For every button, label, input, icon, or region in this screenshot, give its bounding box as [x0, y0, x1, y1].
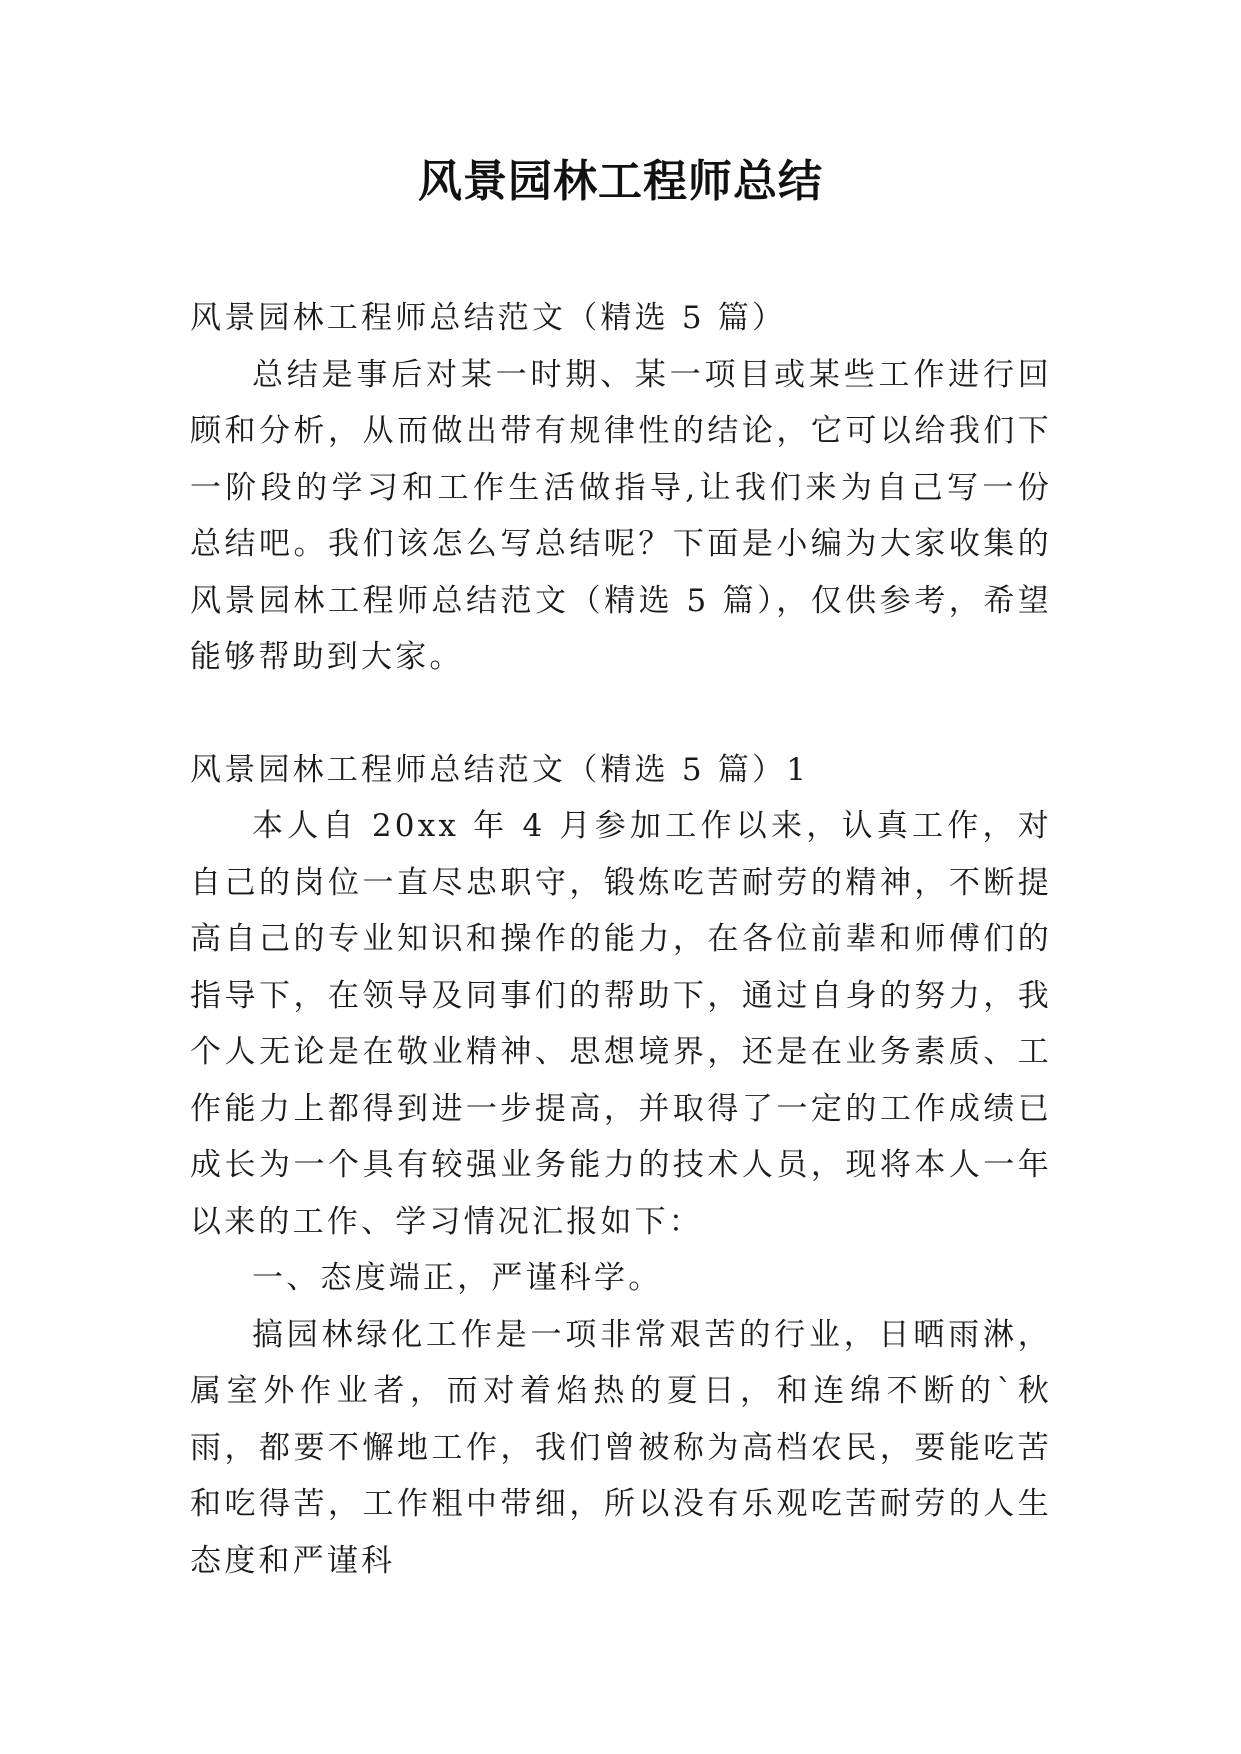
intro-paragraph: 总结是事后对某一时期、某一项目或某些工作进行回顾和分析，从而做出带有规律性的结论，它可以给我们下一阶段的学习和工作生活做指导,让我们来为自己写一份总结吧。我们该怎么写总结呢？下面是小编为大家收集的风景园林工程师总结范文（精选 5 篇），仅供参考，希望能够帮助到大家。: [190, 356, 1052, 675]
section-heading: 风景园林工程师总结范文（精选 5 篇）1: [190, 751, 810, 788]
document-title: 风景园林工程师总结: [418, 156, 823, 207]
document-body: [190, 290, 1052, 1589]
body-paragraph-2: 搞园林绿化工作是一项非常艰苦的行业，日晒雨淋，属室外作业者，而对着焰热的夏日，和连绵不断的`秋雨，都要不懈地工作，我们曾被称为高档农民，要能吃苦和吃得苦，工作粗中带细，所以没有乐观吃苦耐劳的人生态度和严谨科: [190, 1316, 1052, 1579]
document-subtitle: 风景园林工程师总结范文（精选 5 篇）: [190, 300, 787, 336]
section-spacer: [190, 686, 1052, 742]
point-heading-1: 一、态度端正，严谨科学。: [252, 1260, 663, 1296]
body-paragraph-1: 本人自 20xx 年 4 月参加工作以来，认真工作，对自己的岗位一直尽忠职守，锻炼吃苦耐劳的精神，不断提高自己的专业知识和操作的能力，在各位前辈和师傅们的指导下，在领导及同事们的帮助下，通过自身的努力，我个人无论是在敬业精神、思想境界，还是在业务素质、工作能力上都得到进一步提高，并取得了一定的工作成绩已成长为一个具有较强业务能力的技术人员，现将本人一年以来的工作、学习情况汇报如下：: [190, 808, 1052, 1240]
